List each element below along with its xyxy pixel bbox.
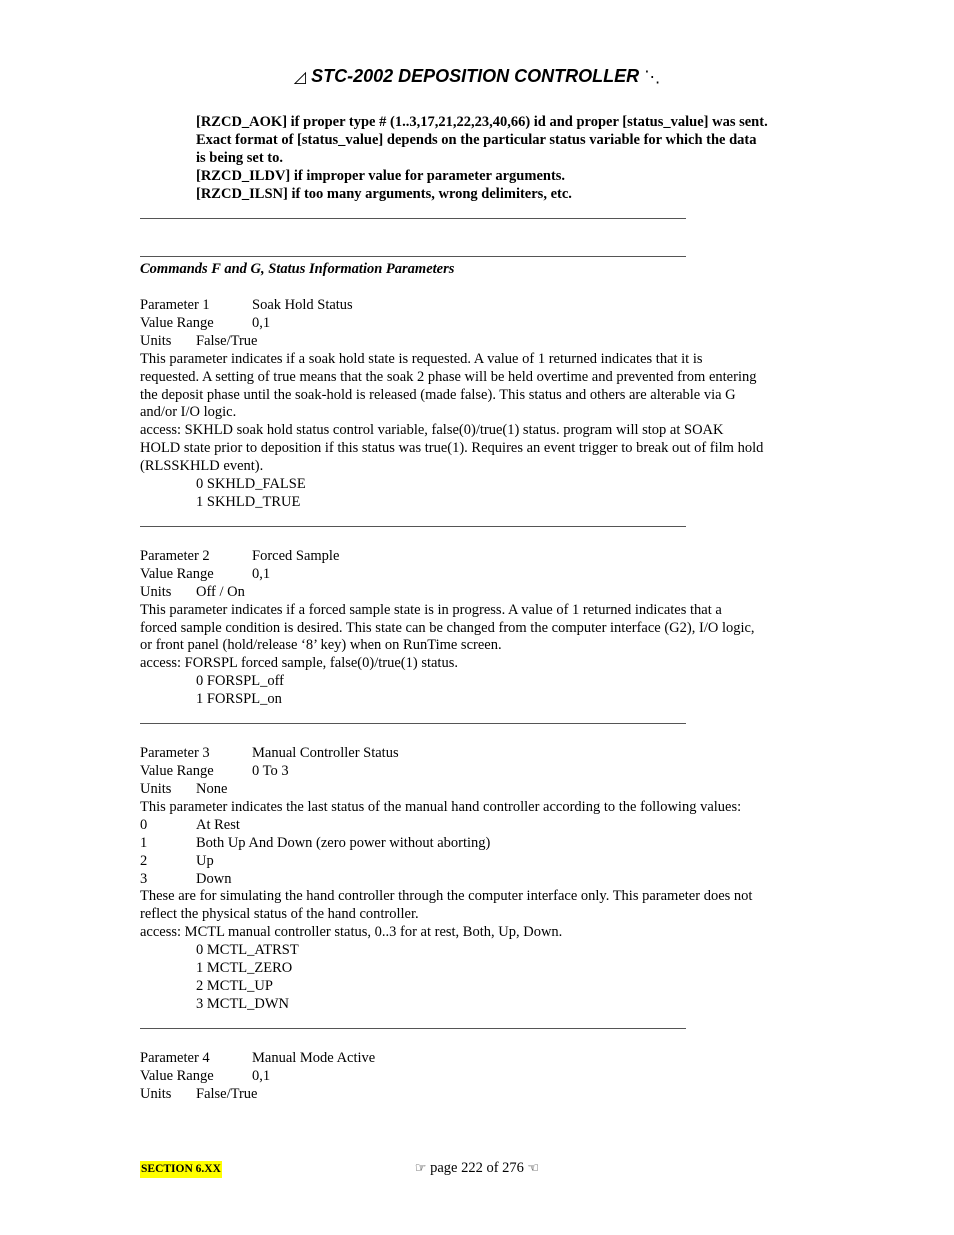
value-desc: Down [196,871,232,887]
code-line: 0 SKHLD_FALSE [196,476,306,492]
range-label: Value Range [140,315,214,331]
value-desc: At Rest [196,817,240,833]
units-label: Units [140,781,172,797]
code-line: 2 MCTL_UP [196,978,273,994]
value-key: 0 [140,817,148,833]
page-indicator [0,1160,954,1177]
value-key: 1 [140,835,148,851]
code-line: 1 MCTL_ZERO [196,960,293,976]
code-line: 0 MCTL_ATRST [196,942,299,958]
range-value: 0 To 3 [252,763,289,779]
section-badge: SECTION 6.XX [140,1161,222,1178]
desc-line: or front panel (hold/release ‘8’ key) when on RunTime screen. [140,637,502,653]
desc-line: access: FORSPL forced sample, false(0)/true(1) status. [140,655,458,671]
desc-line: requested. A setting of true means that the soak 2 phase will be held overtime and prevented from entering [140,369,757,385]
desc-line: This parameter indicates if a soak hold state is requested. A value of 1 returned indicates that it is [140,351,703,367]
value-key: 3 [140,871,148,887]
range-label: Value Range [140,566,214,582]
value-desc: Up [196,853,214,869]
section-heading: Commands F and G, Status Information Parameters [140,261,455,277]
range-label: Value Range [140,763,214,779]
param-name: Manual Controller Status [252,745,399,761]
divider [140,256,686,257]
desc-line: This parameter indicates the last status of the manual hand controller according to the following values: [140,799,742,815]
range-label: Value Range [140,1068,214,1084]
range-value: 0,1 [252,566,271,582]
desc-line: These are for simulating the hand controller through the computer interface only. This parameter does not [140,888,753,904]
desc-line: HOLD state prior to deposition if this status was true(1). Requires an event trigger to break out of film hold [140,440,764,456]
desc-line: access: MCTL manual controller status, 0..3 for at rest, Both, Up, Down. [140,924,563,940]
units-value: False/True [196,333,258,349]
desc-line: access: SKHLD soak hold status control variable, false(0)/true(1) status. program will stop at SOAK [140,422,724,438]
param-name: Manual Mode Active [252,1050,376,1066]
divider [140,526,686,527]
param-name: Soak Hold Status [252,297,353,313]
intro-line: [RZCD_AOK] if proper type # (1..3,17,21,22,23,40,66) id and proper [status_value] was sent. [196,114,768,130]
code-line: 0 FORSPL_off [196,673,284,689]
units-label: Units [140,333,172,349]
document-title: STC-2002 DEPOSITION CONTROLLER [311,66,640,86]
value-key: 2 [140,853,148,869]
divider [140,723,686,724]
param-label: Parameter 2 [140,548,210,564]
page-number: page 222 of 276 [430,1160,524,1176]
units-value: None [196,781,228,797]
units-label: Units [140,584,172,600]
desc-line: and/or I/O logic. [140,404,237,420]
range-value: 0,1 [252,315,271,331]
intro-line: is being set to. [196,150,283,166]
value-desc: Both Up And Down (zero power without aborting) [196,835,491,851]
diagonal-lines-icon: ⋱ [644,69,661,86]
code-line: 1 FORSPL_on [196,691,282,707]
pointing-right-hand-icon: ☞ [414,1161,427,1176]
desc-line: This parameter indicates if a forced sample state is in progress. A value of 1 returned indicates that a [140,602,722,618]
param-label: Parameter 1 [140,297,210,313]
param-label: Parameter 4 [140,1050,210,1066]
set-square-icon: ◿ [293,69,307,86]
divider [140,1028,686,1029]
units-value: Off / On [196,584,245,600]
pointing-left-hand-icon: ☜ [527,1161,540,1176]
param-label: Parameter 3 [140,745,210,761]
param-name: Forced Sample [252,548,340,564]
code-line: 1 SKHLD_TRUE [196,494,301,510]
divider [140,218,686,219]
range-value: 0,1 [252,1068,271,1084]
intro-line: Exact format of [status_value] depends on the particular status variable for which the data [196,132,757,148]
intro-line: [RZCD_ILSN] if too many arguments, wrong delimiters, etc. [196,186,572,202]
code-line: 3 MCTL_DWN [196,996,290,1012]
units-value: False/True [196,1086,258,1102]
desc-line: reflect the physical status of the hand controller. [140,906,419,922]
desc-line: the deposit phase until the soak-hold is released (made false). This status and others are alterable via G [140,387,736,403]
units-label: Units [140,1086,172,1102]
page-header [0,66,954,87]
intro-line: [RZCD_ILDV] if improper value for parameter arguments. [196,168,566,184]
desc-line: forced sample condition is desired. This state can be changed from the computer interface (G2), I/O logic, [140,620,755,636]
desc-line: (RLSSKHLD event). [140,458,264,474]
